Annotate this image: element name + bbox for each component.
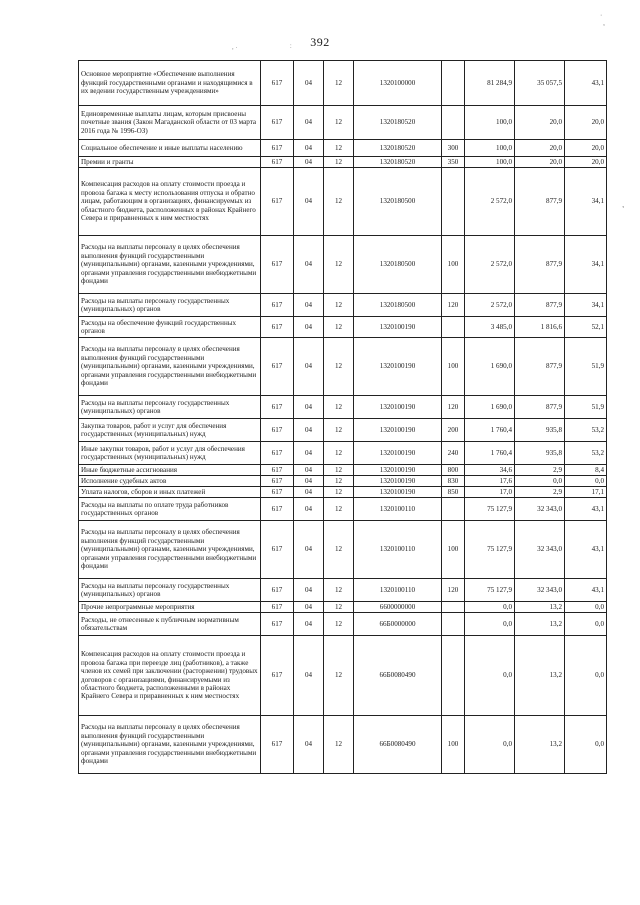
- cell-type: 120: [442, 396, 465, 419]
- cell-target: 1320100190: [354, 476, 442, 487]
- table-row: [79, 476, 607, 487]
- cell-ministry: 617: [261, 465, 294, 476]
- cell-plan: 0,0: [465, 636, 515, 716]
- cell-section: 04: [294, 236, 324, 294]
- cell-ministry: 617: [261, 236, 294, 294]
- page-number: 392: [310, 35, 330, 49]
- cell-type: 300: [442, 140, 465, 157]
- cell-subsection: 12: [324, 602, 354, 613]
- table-row: [79, 716, 607, 774]
- cell-ministry: 617: [261, 140, 294, 157]
- cell-fact: 13,2: [515, 636, 565, 716]
- cell-subsection: 12: [324, 106, 354, 140]
- cell-plan: 75 127,9: [465, 579, 515, 602]
- cell-plan: 0,0: [465, 716, 515, 774]
- cell-name: Иные бюджетные ассигнования: [79, 465, 261, 476]
- cell-ministry: 617: [261, 294, 294, 317]
- cell-ministry: 617: [261, 106, 294, 140]
- cell-section: 04: [294, 294, 324, 317]
- cell-plan: 2 572,0: [465, 294, 515, 317]
- cell-section: 04: [294, 521, 324, 579]
- cell-fact: 2,9: [515, 465, 565, 476]
- cell-type: 100: [442, 338, 465, 396]
- table-row: [79, 465, 607, 476]
- cell-fact: 877,9: [515, 294, 565, 317]
- table-row: [79, 61, 607, 106]
- cell-fact: 20,0: [515, 157, 565, 168]
- cell-target: 66Б0080490: [354, 636, 442, 716]
- cell-fact: 13,2: [515, 613, 565, 636]
- cell-fact: 0,0: [515, 476, 565, 487]
- cell-section: 04: [294, 636, 324, 716]
- cell-ministry: 617: [261, 498, 294, 521]
- cell-type: 120: [442, 294, 465, 317]
- cell-plan: 1 760,4: [465, 442, 515, 465]
- cell-type: [442, 613, 465, 636]
- cell-ministry: 617: [261, 613, 294, 636]
- cell-fact: 2,9: [515, 487, 565, 498]
- table-row: [79, 613, 607, 636]
- cell-subsection: 12: [324, 498, 354, 521]
- cell-target: 1320100000: [354, 61, 442, 106]
- table-row: [79, 442, 607, 465]
- cell-ministry: 617: [261, 521, 294, 579]
- cell-fact: 1 816,6: [515, 317, 565, 338]
- cell-name: Премии и гранты: [79, 157, 261, 168]
- cell-fact: 877,9: [515, 338, 565, 396]
- cell-percent: 8,4: [565, 465, 607, 476]
- cell-section: 04: [294, 465, 324, 476]
- cell-subsection: 12: [324, 317, 354, 338]
- cell-name: Расходы, не отнесенные к публичным нормативным обязательствам: [79, 613, 261, 636]
- table-row: [79, 140, 607, 157]
- cell-type: [442, 106, 465, 140]
- cell-type: 100: [442, 236, 465, 294]
- cell-fact: 32 343,0: [515, 579, 565, 602]
- cell-subsection: 12: [324, 396, 354, 419]
- cell-ministry: 617: [261, 579, 294, 602]
- cell-subsection: 12: [324, 157, 354, 168]
- cell-ministry: 617: [261, 338, 294, 396]
- cell-name: Расходы на выплаты персоналу государственных (муниципальных) органов: [79, 396, 261, 419]
- cell-name: Уплата налогов, сборов и иных платежей: [79, 487, 261, 498]
- scan-mark: ,: [603, 20, 605, 27]
- cell-target: 66Б0000000: [354, 613, 442, 636]
- cell-subsection: 12: [324, 140, 354, 157]
- cell-subsection: 12: [324, 579, 354, 602]
- cell-subsection: 12: [324, 716, 354, 774]
- cell-name: Исполнение судебных актов: [79, 476, 261, 487]
- cell-type: [442, 168, 465, 236]
- cell-target: 1320100190: [354, 487, 442, 498]
- cell-target: 6600000000: [354, 602, 442, 613]
- scan-mark: , ·: [232, 45, 238, 51]
- cell-target: 1320180520: [354, 140, 442, 157]
- table-row: [79, 521, 607, 579]
- cell-plan: 1 690,0: [465, 338, 515, 396]
- cell-target: 1320180500: [354, 294, 442, 317]
- cell-plan: 2 572,0: [465, 168, 515, 236]
- scan-mark: ·: [600, 12, 603, 19]
- cell-plan: 75 127,9: [465, 521, 515, 579]
- cell-section: 04: [294, 442, 324, 465]
- cell-plan: 34,6: [465, 465, 515, 476]
- cell-type: 200: [442, 419, 465, 442]
- cell-subsection: 12: [324, 338, 354, 396]
- cell-name: Расходы на обеспечение функций государственных органов: [79, 317, 261, 338]
- table-row: [79, 157, 607, 168]
- cell-type: 830: [442, 476, 465, 487]
- cell-subsection: 12: [324, 168, 354, 236]
- cell-name: Расходы на выплаты персоналу в целях обеспечения выполнения функций государственными (муниципальными) органами, казенными учреждениями, органами управления государственными внебюджетными фондами: [79, 338, 261, 396]
- cell-subsection: 12: [324, 236, 354, 294]
- cell-target: 1320100190: [354, 465, 442, 476]
- cell-fact: 20,0: [515, 140, 565, 157]
- cell-subsection: 12: [324, 613, 354, 636]
- cell-type: 120: [442, 579, 465, 602]
- cell-fact: 877,9: [515, 396, 565, 419]
- cell-fact: 877,9: [515, 236, 565, 294]
- cell-name: Социальное обеспечение и иные выплаты населению: [79, 140, 261, 157]
- cell-plan: 100,0: [465, 140, 515, 157]
- cell-percent: 43,1: [565, 579, 607, 602]
- cell-plan: 75 127,9: [465, 498, 515, 521]
- cell-target: 1320180520: [354, 157, 442, 168]
- cell-target: 1320100190: [354, 419, 442, 442]
- cell-percent: 34,1: [565, 236, 607, 294]
- cell-subsection: 12: [324, 465, 354, 476]
- cell-target: 1320100110: [354, 498, 442, 521]
- table-row: [79, 294, 607, 317]
- cell-section: 04: [294, 168, 324, 236]
- cell-target: 1320180500: [354, 236, 442, 294]
- cell-ministry: 617: [261, 396, 294, 419]
- cell-ministry: 617: [261, 442, 294, 465]
- cell-ministry: 617: [261, 476, 294, 487]
- cell-name: Расходы на выплаты персоналу государственных (муниципальных) органов: [79, 294, 261, 317]
- cell-name: Расходы на выплаты персоналу в целях обеспечения выполнения функций государственными (муниципальными) органами, казенными учреждениями, органами управления государственными внебюджетными фондами: [79, 236, 261, 294]
- cell-fact: 32 343,0: [515, 498, 565, 521]
- cell-section: 04: [294, 716, 324, 774]
- cell-plan: 1 690,0: [465, 396, 515, 419]
- cell-target: 66Б0080490: [354, 716, 442, 774]
- cell-percent: 53,2: [565, 442, 607, 465]
- cell-percent: 53,2: [565, 419, 607, 442]
- scan-mark: ,: [622, 200, 625, 209]
- cell-type: 100: [442, 716, 465, 774]
- cell-fact: 32 343,0: [515, 521, 565, 579]
- cell-percent: 20,0: [565, 157, 607, 168]
- cell-plan: 81 284,9: [465, 61, 515, 106]
- cell-subsection: 12: [324, 419, 354, 442]
- cell-subsection: 12: [324, 61, 354, 106]
- cell-percent: 52,1: [565, 317, 607, 338]
- cell-name: Компенсация расходов на оплату стоимости проезда и провоза багажа при переезде лиц (работников), а также членов их семей при заключении (расторжении) трудовых договоров с организациями, финансируемыми из областного бюджета, расположенными в районах Крайнего Севера и приравненных к ним местностях: [79, 636, 261, 716]
- cell-target: 1320100110: [354, 521, 442, 579]
- cell-target: 1320180520: [354, 106, 442, 140]
- cell-name: Расходы на выплаты персоналу в целях обеспечения выполнения функций государственными (муниципальными) органами, казенными учреждениями, органами управления государственными внебюджетными фондами: [79, 716, 261, 774]
- cell-percent: 43,1: [565, 521, 607, 579]
- cell-section: 04: [294, 487, 324, 498]
- cell-section: 04: [294, 613, 324, 636]
- cell-fact: 13,2: [515, 716, 565, 774]
- cell-percent: 34,1: [565, 294, 607, 317]
- cell-section: 04: [294, 157, 324, 168]
- cell-ministry: 617: [261, 636, 294, 716]
- cell-subsection: 12: [324, 521, 354, 579]
- table-row: [79, 498, 607, 521]
- cell-ministry: 617: [261, 61, 294, 106]
- cell-fact: 20,0: [515, 106, 565, 140]
- cell-type: [442, 636, 465, 716]
- cell-type: 850: [442, 487, 465, 498]
- cell-target: 1320100110: [354, 579, 442, 602]
- cell-name: Компенсация расходов на оплату стоимости проезда и провоза багажа к месту использования отпуска и обратно лицам, работающим в организациях, финансируемых из областного бюджета, расположенных в районах Крайнего Севера и приравненных к ним местностях: [79, 168, 261, 236]
- cell-target: 1320100190: [354, 338, 442, 396]
- cell-target: 1320100190: [354, 396, 442, 419]
- cell-section: 04: [294, 498, 324, 521]
- cell-percent: 20,0: [565, 140, 607, 157]
- cell-section: 04: [294, 106, 324, 140]
- cell-ministry: 617: [261, 317, 294, 338]
- cell-percent: 34,1: [565, 168, 607, 236]
- table-row: [79, 338, 607, 396]
- cell-target: 1320100190: [354, 442, 442, 465]
- cell-type: [442, 602, 465, 613]
- cell-percent: 20,0: [565, 106, 607, 140]
- cell-plan: 100,0: [465, 106, 515, 140]
- cell-type: [442, 317, 465, 338]
- cell-section: 04: [294, 579, 324, 602]
- cell-type: 100: [442, 521, 465, 579]
- cell-percent: 0,0: [565, 476, 607, 487]
- cell-target: 1320180500: [354, 168, 442, 236]
- cell-section: 04: [294, 338, 324, 396]
- cell-type: [442, 61, 465, 106]
- cell-type: 240: [442, 442, 465, 465]
- cell-percent: 43,1: [565, 61, 607, 106]
- cell-plan: 17,0: [465, 487, 515, 498]
- table-row: [79, 602, 607, 613]
- cell-subsection: 12: [324, 476, 354, 487]
- cell-plan: 3 485,0: [465, 317, 515, 338]
- cell-subsection: 12: [324, 294, 354, 317]
- cell-subsection: 12: [324, 487, 354, 498]
- cell-ministry: 617: [261, 487, 294, 498]
- cell-plan: 17,6: [465, 476, 515, 487]
- table-row: [79, 106, 607, 140]
- cell-fact: 35 057,5: [515, 61, 565, 106]
- cell-plan: 100,0: [465, 157, 515, 168]
- cell-section: 04: [294, 602, 324, 613]
- cell-percent: 0,0: [565, 716, 607, 774]
- cell-section: 04: [294, 61, 324, 106]
- cell-percent: 17,1: [565, 487, 607, 498]
- cell-plan: 0,0: [465, 613, 515, 636]
- table-body: [79, 61, 607, 774]
- table-row: [79, 419, 607, 442]
- cell-name: Прочие непрограммные мероприятия: [79, 602, 261, 613]
- cell-name: Иные закупки товаров, работ и услуг для обеспечения государственных (муниципальных) нужд: [79, 442, 261, 465]
- cell-type: 350: [442, 157, 465, 168]
- cell-target: 1320100190: [354, 317, 442, 338]
- cell-type: 800: [442, 465, 465, 476]
- cell-percent: 51,9: [565, 396, 607, 419]
- cell-fact: 877,9: [515, 168, 565, 236]
- cell-ministry: 617: [261, 168, 294, 236]
- cell-percent: 0,0: [565, 602, 607, 613]
- table-row: [79, 236, 607, 294]
- cell-percent: 43,1: [565, 498, 607, 521]
- cell-section: 04: [294, 396, 324, 419]
- cell-section: 04: [294, 476, 324, 487]
- table-row: [79, 168, 607, 236]
- scan-mark: :: [290, 44, 292, 50]
- budget-table: [78, 60, 607, 774]
- cell-percent: 0,0: [565, 613, 607, 636]
- cell-fact: 13,2: [515, 602, 565, 613]
- table-row: [79, 317, 607, 338]
- cell-fact: 935,8: [515, 442, 565, 465]
- cell-name: Расходы на выплаты персоналу государственных (муниципальных) органов: [79, 579, 261, 602]
- cell-plan: 2 572,0: [465, 236, 515, 294]
- cell-fact: 935,8: [515, 419, 565, 442]
- cell-section: 04: [294, 419, 324, 442]
- cell-subsection: 12: [324, 442, 354, 465]
- cell-name: Расходы на выплаты персоналу в целях обеспечения выполнения функций государственными (муниципальными) органами, казенными учреждениями, органами управления государственными внебюджетными фондами: [79, 521, 261, 579]
- table-row: [79, 396, 607, 419]
- cell-plan: 0,0: [465, 602, 515, 613]
- table-row: [79, 579, 607, 602]
- cell-ministry: 617: [261, 419, 294, 442]
- cell-name: Единовременные выплаты лицам, которым присвоены почетные звания (Закон Магаданской области от 03 марта 2016 года № 1996-ОЗ): [79, 106, 261, 140]
- cell-name: Основное мероприятие «Обеспечение выполнения функций государственными органами и находящимися в их ведении государственным учреждениями»: [79, 61, 261, 106]
- cell-section: 04: [294, 140, 324, 157]
- cell-plan: 1 760,4: [465, 419, 515, 442]
- cell-percent: 51,9: [565, 338, 607, 396]
- cell-percent: 0,0: [565, 636, 607, 716]
- table-row: [79, 636, 607, 716]
- cell-subsection: 12: [324, 636, 354, 716]
- cell-type: [442, 498, 465, 521]
- table-row: [79, 487, 607, 498]
- cell-ministry: 617: [261, 157, 294, 168]
- cell-name: Закупка товаров, работ и услуг для обеспечения государственных (муниципальных) нужд: [79, 419, 261, 442]
- cell-name: Расходы на выплаты по оплате труда работников государственных органов: [79, 498, 261, 521]
- cell-ministry: 617: [261, 716, 294, 774]
- cell-ministry: 617: [261, 602, 294, 613]
- cell-section: 04: [294, 317, 324, 338]
